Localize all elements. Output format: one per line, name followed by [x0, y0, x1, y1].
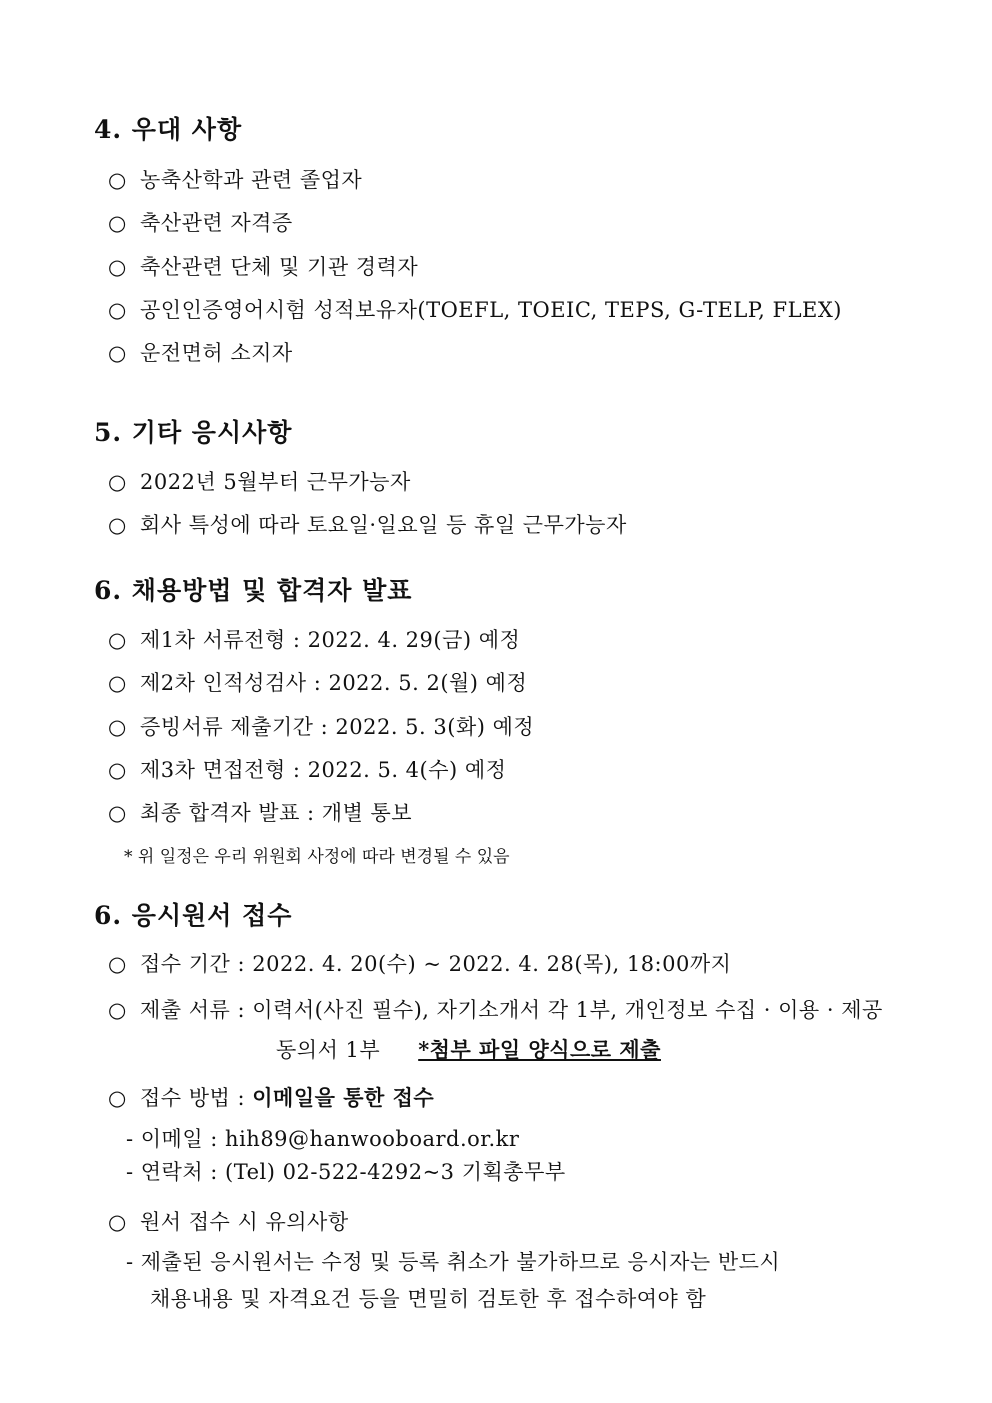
docs-continuation: 동의서 1부 *첨부 파일 양식으로 제출 [276, 1037, 661, 1062]
list-item: ○ 축산관련 단체 및 기관 경력자 [108, 255, 419, 279]
contact-line: - 연락처 : (Tel) 02-522-4292~3 기획총무부 [126, 1160, 566, 1184]
list-item: ○ 제2차 인적성검사 : 2022. 5. 2(월) 예정 [108, 671, 528, 695]
caution-line: - 제출된 응시원서는 수정 및 등록 취소가 불가하므로 응시자는 반드시 [126, 1250, 781, 1274]
section-heading-other: 5. 기타 응시사항 [94, 418, 293, 447]
list-item: ○ 공인인증영어시험 성적보유자(TOEFL, TOEIC, TEPS, G-TELP, FLEX) [108, 298, 842, 322]
list-item: ○ 2022년 5월부터 근무가능자 [108, 470, 411, 494]
email-line: - 이메일 : hih89@hanwooboard.or.kr [126, 1127, 520, 1151]
list-item: ○ 제1차 서류전형 : 2022. 4. 29(금) 예정 [108, 628, 521, 652]
list-item: ○ 축산관련 자격증 [108, 211, 293, 235]
attachment-note: *첨부 파일 양식으로 제출 [418, 1037, 661, 1062]
list-item: ○ 제3차 면접전형 : 2022. 5. 4(수) 예정 [108, 758, 507, 782]
list-item: ○ 접수 기간 : 2022. 4. 20(수) ~ 2022. 4. 28(목), 18:00까지 [108, 952, 732, 976]
list-item: ○ 증빙서류 제출기간 : 2022. 5. 3(화) 예정 [108, 715, 535, 739]
list-item: ○ 회사 특성에 따라 토요일·일요일 등 휴일 근무가능자 [108, 513, 627, 537]
list-item: ○ 농축산학과 관련 졸업자 [108, 168, 363, 192]
list-item: ○ 원서 접수 시 유의사항 [108, 1210, 349, 1234]
section-heading-selection: 6. 채용방법 및 합격자 발표 [94, 576, 413, 605]
schedule-note: * 위 일정은 우리 위원회 사정에 따라 변경될 수 있음 [124, 847, 510, 867]
section-heading-application: 6. 응시원서 접수 [94, 901, 293, 930]
list-item: ○ 운전면허 소지자 [108, 341, 293, 365]
list-item: ○ 최종 합격자 발표 : 개별 통보 [108, 801, 413, 825]
section-heading-preferences: 4. 우대 사항 [94, 115, 243, 144]
caution-line: 채용내용 및 자격요건 등을 면밀히 검토한 후 접수하여야 함 [150, 1287, 707, 1311]
list-item: ○ 제출 서류 : 이력서(사진 필수), 자기소개서 각 1부, 개인정보 수집 · 이용 · 제공 [108, 998, 883, 1022]
list-item: ○ 접수 방법 : 이메일을 통한 접수 [108, 1085, 435, 1110]
